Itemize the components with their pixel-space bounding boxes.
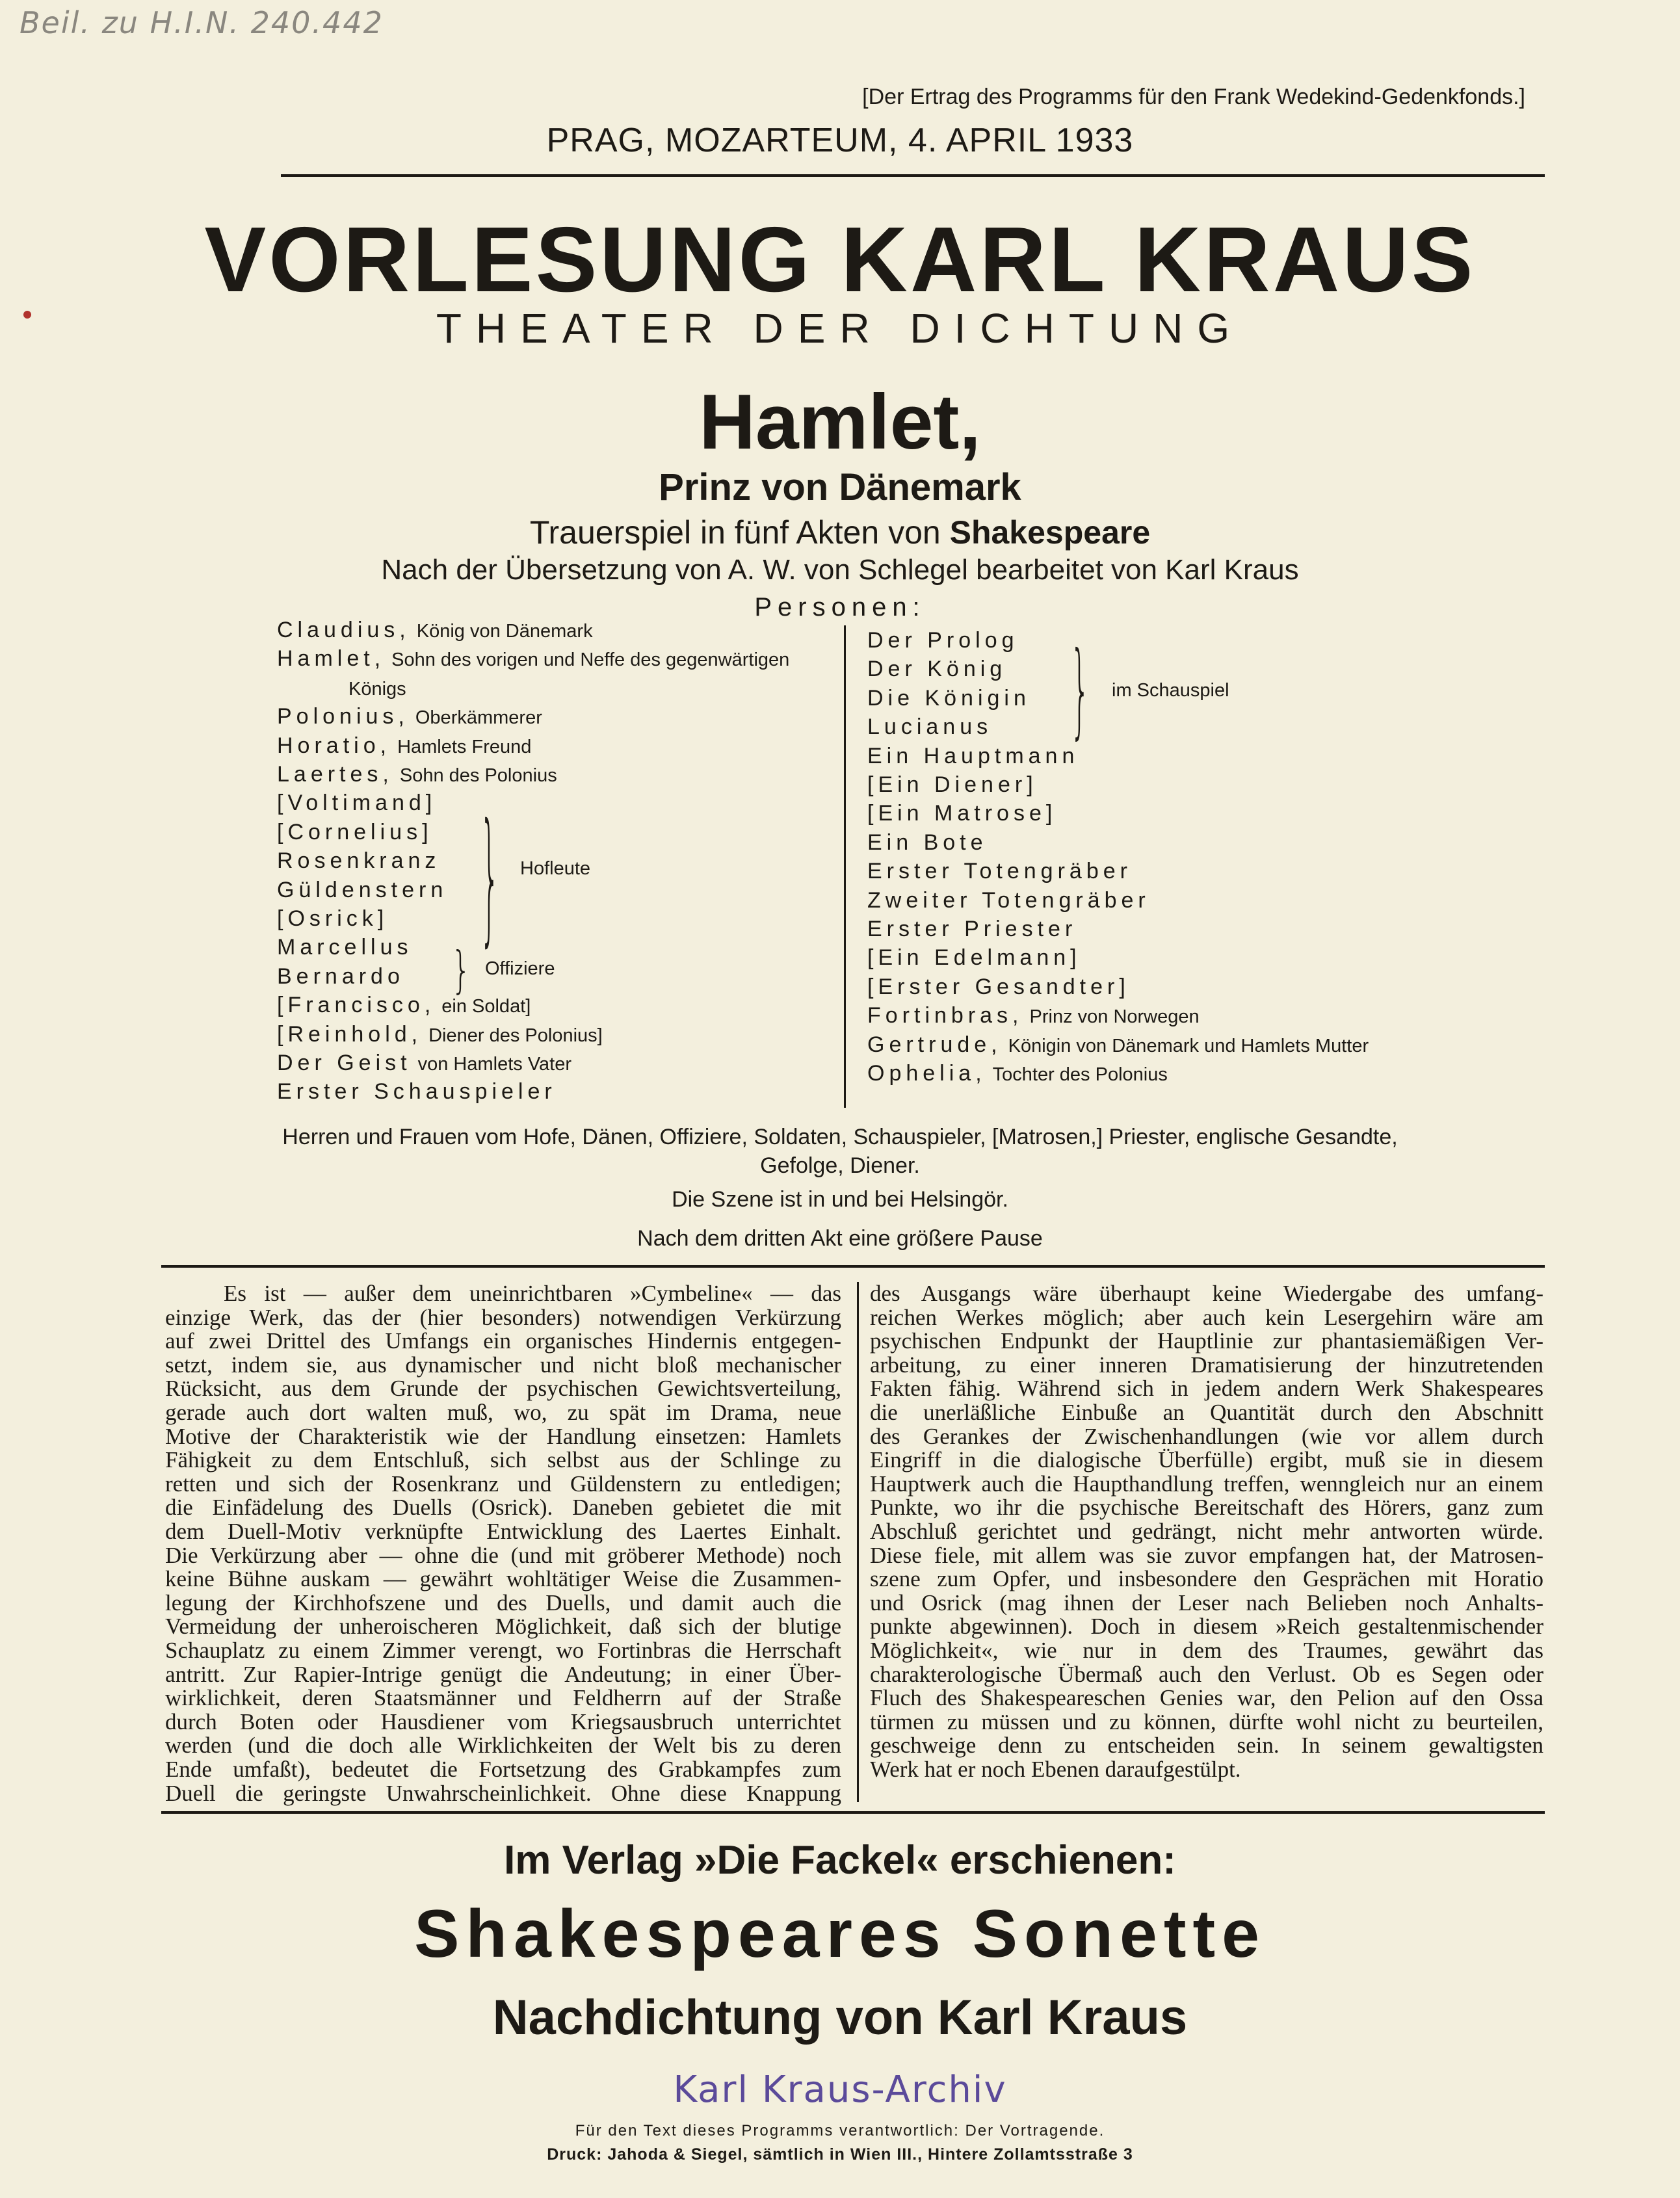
role-name: Marcellus [277, 935, 413, 960]
essay-line: Fluch des Shakespeareschen Genies war, den Pelion auf den Ossa [870, 1685, 1543, 1711]
essay-line: Motive der Charakteristik wie der Handlung einsetzen: Hamlets [165, 1423, 841, 1449]
cast-right-role [867, 830, 988, 856]
essay-line: charakterologische Übermaß auch den Verlust. Ob es Segen oder [870, 1661, 1543, 1687]
role-name: Polonius, [277, 704, 409, 729]
cast-left-role [277, 618, 593, 643]
role-name: Gertrude, [867, 1032, 1002, 1057]
essay-line: dem Duell-Motiv verknüpfte Entwicklung des Laertes Einhalt. [165, 1519, 841, 1544]
essay-line: Eingriff in die dialogische Überfülle) ergibt, muß sie in diesem [870, 1447, 1543, 1473]
role-name: Lucianus [867, 714, 993, 740]
role-description: Tochter des Polonius [992, 1064, 1168, 1085]
event-subtitle: THEATER DER DICHTUNG [436, 305, 1244, 352]
role-description: Sohn des vorigen und Neffe des gegenwärtigen [391, 649, 790, 671]
event-title: VORLESUNG KARL KRAUS [204, 208, 1476, 311]
essay-line: legung der Kirchhofszene und des Duells, und damit auch die [165, 1590, 841, 1616]
essay-line: auf zwei Drittel des Umfangs ein organisches Hindernis entgegen- [165, 1328, 841, 1354]
pause-note: Nach dem dritten Akt eine größere Pause [637, 1226, 1043, 1251]
cast-right-role [867, 1032, 1369, 1058]
essay-line: werden (und die doch alle Wirklichkeiten der Welt bis zu deren [165, 1733, 841, 1759]
role-name: Der Prolog [867, 628, 1019, 653]
essay-line: Duell die geringste Unwahrscheinlichkeit. Ohne diese Knappung [165, 1780, 841, 1806]
essay-line: Fähigkeit zu dem Entschluß, sich selbst aus der Schlinge zu [165, 1447, 841, 1473]
cast-left-role [277, 646, 789, 672]
essay-line: durch Boten oder Hausdiener vom Kriegsausbruch unterrichtet [165, 1708, 841, 1734]
essay-line: psychischen Endpunkt der Hauptlinie zur phantasiemäßigen Ver- [870, 1328, 1543, 1354]
essay-line: reichen Werkes möglich; aber auch kein Lesergehirn wäre am [870, 1304, 1543, 1330]
essay-line: Diese fiele, mit allem was sie zuvor empfangen hat, der Matrosen- [870, 1542, 1543, 1568]
ensemble-line-1: Herren und Frauen vom Hofe, Dänen, Offiziere, Soldaten, Schauspieler, [Matrosen,] Priester, englische Gesandte, [282, 1125, 1398, 1149]
essay-line: die Einfädelung des Duells (Osrick). Daneben gebietet die mit [165, 1495, 841, 1521]
cast-right-role [867, 888, 1150, 913]
top-rule [281, 174, 1545, 177]
essay-line: türmen zu müssen und zu können, dürfte wohl nicht zu beurteilen, [870, 1708, 1543, 1734]
role-description: Königs [348, 678, 406, 700]
play-author: Shakespeare [949, 514, 1151, 551]
cast-right-role [867, 686, 1030, 711]
cast-left-role [277, 733, 531, 759]
role-name: [Ein Matrose] [867, 801, 1057, 826]
essay-divider [857, 1282, 859, 1802]
book-title: Shakespeares Sonette [414, 1896, 1266, 1972]
role-name: Fortinbras, [867, 1003, 1023, 1028]
essay-line: Fakten fähig. Während sich in jedem andern Werk Shakespeares [870, 1376, 1543, 1402]
role-description: von Hamlets Vater [417, 1054, 571, 1075]
cast-right-role [867, 772, 1038, 798]
cast-left-role [277, 1079, 557, 1105]
role-name: Ophelia, [867, 1061, 986, 1086]
role-name: Claudius, [277, 618, 410, 642]
cast-right-role [867, 714, 992, 740]
cast-left-role [277, 848, 440, 874]
brace-im-schauspiel: } [1070, 631, 1090, 751]
essay-line: Punkte, wo ihr die psychische Bereitschaft des Hörers, ganz zum [870, 1495, 1543, 1521]
cast-left-role [277, 704, 542, 729]
group-label-offiziere: Offiziere [485, 958, 555, 979]
essay-line: szene zum Opfer, und insbesondere den Gesprächen mit Horatio [870, 1566, 1543, 1592]
cast-left-role [277, 935, 412, 960]
role-name: [Francisco, [277, 993, 436, 1018]
essay-line: wirklichkeit, deren Staatsmänner und Feldherrn auf der Straße [165, 1685, 841, 1711]
cast-right-role [867, 1061, 1168, 1086]
group-label-im-schauspiel: im Schauspiel [1112, 680, 1229, 701]
proceeds-note: [Der Ertrag des Programms für den Frank Wedekind-Gedenkfonds.] [862, 85, 1525, 109]
role-name: Laertes, [277, 762, 393, 787]
role-name: Bernardo [277, 963, 404, 989]
role-name: Ein Bote [867, 830, 988, 855]
role-description: Königin von Dänemark und Hamlets Mutter [1008, 1035, 1369, 1056]
personen-heading: Personen: [754, 593, 926, 621]
essay-line: retten und sich der Rosenkranz und Güldenstern zu entledigen; [165, 1471, 841, 1497]
role-name: [Ein Edelmann] [867, 945, 1081, 971]
cast-left-role [277, 1022, 603, 1047]
ensemble-line-2: Gefolge, Diener. [760, 1153, 920, 1178]
pencil-archive-note: Beil. zu H.I.N. 240.442 [20, 5, 384, 40]
cast-right-role [867, 917, 1077, 942]
role-description: Prinz von Norwegen [1029, 1006, 1200, 1028]
essay-line: Abschluß gerichtet und gedrängt, nicht mehr antworten würde. [870, 1519, 1543, 1544]
essay-line: Möglichkeit«, wie nur in dem des Traumes, gewährt das [870, 1638, 1543, 1663]
essay-line: antritt. Zur Rapier-Intrige genügt die Andeutung; in einer Über- [165, 1661, 841, 1687]
cast-right-role [867, 975, 1130, 1000]
venue-date: PRAG, MOZARTEUM, 4. APRIL 1933 [546, 122, 1134, 159]
cast-left-role [277, 993, 531, 1018]
role-description: König von Dänemark [416, 621, 593, 642]
role-name: Güldenstern [277, 877, 448, 902]
responsibility-note: Für den Text dieses Programms verantwortlich: Der Vortragende. [575, 2122, 1105, 2139]
book-subtitle: Nachdichtung von Karl Kraus [492, 1990, 1188, 2045]
group-label-hofleute: Hofleute [520, 858, 591, 879]
cast-left-role [277, 906, 388, 932]
essay-line: Ende umfaßt), bedeutet die Fortsetzung des Grabkampfes zum [165, 1757, 841, 1782]
role-name: Erster Totengräber [867, 859, 1132, 884]
role-name: Horatio, [277, 733, 391, 758]
cast-right-role [867, 1003, 1200, 1028]
role-name: Rosenkranz [277, 848, 441, 874]
play-title: Hamlet, [699, 378, 981, 465]
publisher-notice: Im Verlag »Die Fackel« erschienen: [504, 1838, 1176, 1883]
essay-line: setzt, indem sie, aus dynamischer und nicht bloß mechanischer [165, 1352, 841, 1378]
role-description: Sohn des Polonius [399, 765, 557, 786]
role-name: [Reinhold, [277, 1021, 423, 1047]
cast-right-role [867, 744, 1079, 769]
play-genre-prefix: Trauerspiel in fünf Akten von [529, 514, 941, 551]
role-description: Hamlets Freund [397, 736, 532, 757]
cast-left-role [277, 878, 447, 903]
role-description: ein Soldat] [441, 996, 531, 1017]
role-name: [Osrick] [277, 906, 389, 931]
printer-imprint: Druck: Jahoda & Siegel, sämtlich in Wien III., Hintere Zollamtsstraße 3 [547, 2145, 1133, 2164]
role-name: Ein Hauptmann [867, 743, 1079, 768]
cast-left-role [277, 762, 557, 787]
cast-right-role [867, 801, 1057, 826]
play-subtitle: Prinz von Dänemark [659, 466, 1021, 508]
scene-note: Die Szene ist in und bei Helsingör. [672, 1187, 1008, 1212]
essay-line: des Ausgangs wäre überhaupt keine Wiedergabe des umfang- [870, 1281, 1543, 1306]
essay-line: Hauptwerk auch die Haupthandlung treffen, wenngleich nur an einem [870, 1471, 1543, 1497]
cast-right-role [867, 628, 1019, 653]
role-description: Diener des Polonius] [428, 1025, 603, 1046]
cast-left-role [277, 1051, 571, 1076]
cast-left-role [277, 791, 436, 816]
role-name: [Ein Diener] [867, 772, 1038, 797]
role-name: Erster Schauspieler [277, 1079, 557, 1105]
essay-line: gerade auch dort walten muß, wo, zu spät im Drama, neue [165, 1400, 841, 1425]
cast-divider [844, 625, 846, 1108]
role-name: Erster Priester [867, 917, 1077, 941]
play-genre [0, 514, 1680, 551]
essay-line: einzige Werk, das der (hier besonders) notwendigen Verkürzung [165, 1304, 841, 1330]
essay-line: die unerläßliche Einbuße an Quantität durch den Abschnitt [870, 1400, 1543, 1425]
role-name: [Erster Gesandter] [867, 974, 1130, 999]
role-name: Der König [867, 657, 1007, 682]
cast-left-role [348, 675, 406, 701]
essay-line: Vermeidung der unheroischeren Möglichkeit, daß sich der blutige [165, 1614, 841, 1640]
brace-offiziere: } [451, 941, 471, 1000]
essay-line: keine Bühne auskam — gewährt wohltätiger Weise die Zusammen- [165, 1566, 841, 1592]
role-name: [Voltimand] [277, 791, 437, 816]
play-translation: Nach der Übersetzung von A. W. von Schlegel bearbeitet von Karl Kraus [381, 554, 1299, 586]
essay-line: und Osrick (mag ihnen der Leser nach Belieben noch Anhalts- [870, 1590, 1543, 1616]
bottom-rule [161, 1811, 1545, 1814]
role-name: Der Geist [277, 1051, 412, 1075]
essay-line: Es ist — außer dem uneinrichtbaren »Cymbeline« — das [224, 1281, 841, 1306]
role-name: Hamlet, [277, 646, 386, 672]
role-name: [Cornelius] [277, 819, 433, 844]
role-name: Zweiter Totengräber [867, 887, 1150, 913]
role-description: Oberkämmerer [415, 707, 542, 729]
cast-left-role [277, 820, 433, 845]
essay-line: geschweige denn zu entscheiden sein. In seinem gewaltigsten [870, 1733, 1543, 1759]
essay-line: arbeitung, zu einer inneren Dramatisierung der hinzutretenden [870, 1352, 1543, 1378]
cast-left-role [277, 964, 404, 989]
cast-right-role [867, 945, 1081, 971]
essay-line: Schauplatz zu einem Zimmer verengt, wo Fortinbras die Herrschaft [165, 1638, 841, 1663]
role-name: Die Königin [867, 685, 1030, 711]
essay-line: des Gerankes der Zwischenhandlungen (wie vor allem durch [870, 1423, 1543, 1449]
essay-line: punkte abgewinnen). Doch in diesem »Reich gestaltenmischender [870, 1614, 1543, 1640]
archive-stamp: Karl Kraus-Archiv [673, 2069, 1007, 2111]
essay-line: Die Verkürzung aber — ohne die (und mit gröberer Methode) noch [165, 1542, 841, 1568]
cast-right-role [867, 657, 1006, 682]
essay-line: Rücksicht, aus dem Grunde der psychischen Gewichtsverteilung, [165, 1376, 841, 1402]
cast-right-role [867, 859, 1132, 884]
brace-hofleute: } [480, 794, 500, 962]
middle-rule [161, 1265, 1545, 1268]
essay-line: Werk hat er noch Ebenen daraufgestülpt. [870, 1757, 1241, 1782]
